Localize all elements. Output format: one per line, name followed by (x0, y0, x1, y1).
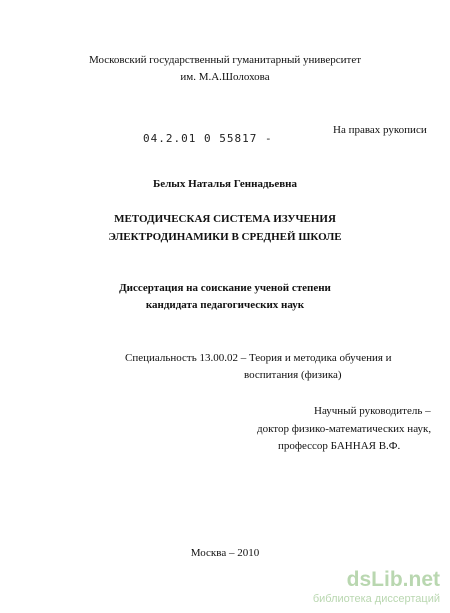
university-name: Московский государственный гуманитарный университет (88, 54, 362, 66)
degree-line-2: кандидата педагогических наук (145, 299, 305, 311)
title-line-2: ЭЛЕКТРОДИНАМИКИ В СРЕДНЕЙ ШКОЛЕ (108, 231, 342, 243)
supervisor-line-2: доктор физико-математических наук, (257, 423, 432, 435)
place-year: Москва – 2010 (190, 547, 260, 559)
specialty-line-1: Специальность 13.00.02 – Теория и методика обучения и (125, 352, 392, 364)
specialty-line-2: воспитания (физика) (244, 369, 342, 381)
rights-notice: На правах рукописи (333, 124, 427, 136)
university-named-after: им. М.А.Шолохова (180, 71, 270, 83)
supervisor-line-1: Научный руководитель – (314, 405, 431, 417)
degree-line-1: Диссертация на соискание ученой степени (119, 282, 331, 294)
watermark-logo: dsLib.net (346, 568, 440, 591)
title-line-1: МЕТОДИЧЕСКАЯ СИСТЕМА ИЗУЧЕНИЯ (114, 213, 336, 225)
supervisor-line-3: профессор БАННАЯ В.Ф. (278, 440, 401, 452)
author-name: Белых Наталья Геннадьевна (152, 178, 298, 190)
archive-stamp: 04.2.01 0 55817 - (143, 132, 273, 145)
watermark-subtitle: библиотека диссертаций (312, 593, 440, 605)
dslib-watermark (267, 569, 442, 609)
